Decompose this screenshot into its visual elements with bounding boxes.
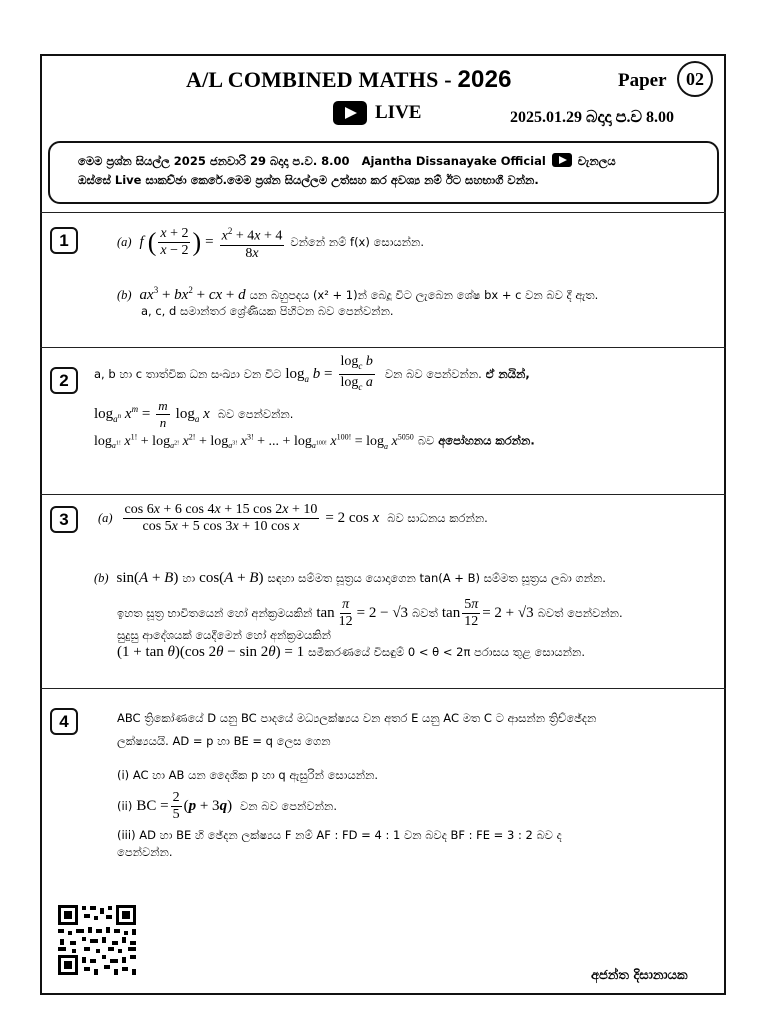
exam-title: A/L COMBINED MATHS - 2026	[186, 66, 512, 93]
q1b-text2: a, c, d සමාන්තර ශ්‍රේණියක පිහිටන බව පෙන්වන්න.	[141, 304, 394, 318]
q3-b-line4: (1 + tan θ)(cos 2θ − sin 2θ) = 1 සමීකරණයේ විසඳුම් 0 < θ < 2π පරාසය තුළ සොයන්න.	[117, 644, 585, 660]
q3-part-a: (a) $\frac{\cos 6x + 6 \cos 4x + 15 \cos 2x + 10}{\text{cos 5x + 5 cos 3x + 10 cos x}}$ = 2 cos x බව සාධනය කරන්න.	[98, 502, 488, 534]
q3-part-b: (b) sin(A + B) හා cos(A + B) සඳහා සම්මත සූත්‍රය යොදාගෙන tan(A + B) සම්මත සූත්‍රය ලබා ගන්න.	[94, 570, 606, 586]
q2-line1: a, b හා c තාත්වික ධන සංඛ්‍යා වන විට $\log_a b$ = $\frac{\log_c b}{\log_c a}$ වන බව පෙන්වන්න. ඒ නයින්,	[94, 354, 530, 392]
q4-line1: ABC ත්‍රිකෝණයේ D යනු BC පාදයේ මධ්‍යලක්ෂ්‍යය වන අතර E යනු AC මත C ට ආසන්න ත්‍රිච්ඡේදන	[117, 711, 597, 725]
youtube-play-icon	[552, 153, 572, 167]
divider	[40, 494, 726, 495]
q1-part-a: (a) f ( $\frac{x + 2}{x - 2}$ ) = $\frac{x^2 + 4x + 4}{8x}$ වන්නේ නම් f(x) සොයන්න.	[117, 223, 424, 262]
paper-number: 02	[677, 61, 713, 97]
question-number-2: 2	[50, 367, 78, 394]
author-signature: අජන්ත දිසානායක	[591, 968, 688, 983]
q2-therefore: ඒ නයින්,	[485, 366, 530, 381]
exam-year: 2026	[457, 66, 512, 93]
live-badge	[333, 101, 421, 125]
q2-deduce: අපෝහනය කරන්න.	[438, 433, 535, 448]
divider	[40, 688, 726, 689]
q1b-text: යන බහුපදය (x² + 1)න් බෙදූ විට ලැබෙන ශේෂ bx + c වන බව දී ඇත.	[249, 288, 599, 302]
q1a-text: වන්නේ නම් f(x) සොයන්න.	[290, 234, 424, 249]
paper-label: Paper	[618, 70, 667, 91]
q3-b-line3: සුදුසු ආදේශයක් යෙදීමෙන් හෝ අන්ක්‍රමයකින්	[117, 628, 331, 642]
date-line: 2025.01.29 බදාදා ප.ව 8.00	[510, 109, 674, 126]
qr-code-icon	[56, 903, 138, 977]
notice-line2: ඔස්සේ Live සාකච්ඡා කෙරේ.මෙම ප්‍රශ්න සියල්ලම උත්සහ කර අවශ්‍ය නම් ඊට සහභාගී වන්න.	[78, 173, 539, 187]
q4-part-iii-line1: (iii) AD හා BE හි ඡේදන ලක්ෂ්‍යය F නම් AF : FD = 4 : 1 වන බවද BF : FE = 3 : 2 බව ද	[117, 828, 562, 842]
question-number-1: 1	[50, 227, 78, 254]
q4-part-iii-line2: පෙන්වන්න.	[117, 845, 173, 859]
q4-line2: ලක්ෂ්‍යයයි. AD = p හා BE = q ලෙස ගෙන	[117, 734, 331, 748]
notice-part2: චැනලය	[577, 154, 616, 168]
q4-part-ii: (ii) BC = $\frac{2}{5}$ (p + 3q) වන බව පෙන්වන්න.	[117, 790, 337, 822]
q1-part-b: (b) $ax^3 + bx^2$ + cx + d යන බහුපදය (x² + 1)න් බෙදූ විට ලැබෙන ශේෂ bx + c වන බව දී ඇත.	[117, 285, 599, 303]
q3-b-line2: ඉහත සූත්‍ර භාවිතයෙන් හෝ අන්ක්‍රමයකින් tan $\frac{\pi}{12}$ = 2 − √3 බවත් tan $\frac{5\pi}{12}$ = 2 + √3 බවත් පෙන්වන්න.	[117, 597, 623, 629]
channel-name: Ajantha Dissanayake Official	[361, 154, 546, 168]
notice-box	[48, 141, 719, 204]
q2-line3: $\log_{a^{1!}} x^{1!} + \log_{a^{2!}} x^{2!} + \log_{a^{3!}} x^{3!}$ + ... + $\log_{a^{100!}} x^{100!} = \log_a x^{5050}$ බව අපෝහනය කරන්න.	[94, 432, 535, 451]
notice-part1: මෙම ප්‍රශ්න සියල්ල 2025 ජනවාරි 29 බදාදා ප.ව. 8.00	[78, 154, 350, 168]
live-label: LIVE	[375, 102, 422, 123]
q2-line2: $\log_{a^n} x^m$ = $\frac{m}{n}$ $\log_a x$ බව පෙන්වන්න.	[94, 398, 294, 430]
question-number-3: 3	[50, 506, 78, 533]
youtube-play-icon	[333, 101, 367, 125]
q4-part-i: (i) AC හා AB යන දෛශික p හා q ඇසුරින් සොයන්න.	[117, 768, 379, 782]
divider	[40, 212, 726, 213]
divider	[40, 347, 726, 348]
question-number-4: 4	[50, 708, 78, 735]
